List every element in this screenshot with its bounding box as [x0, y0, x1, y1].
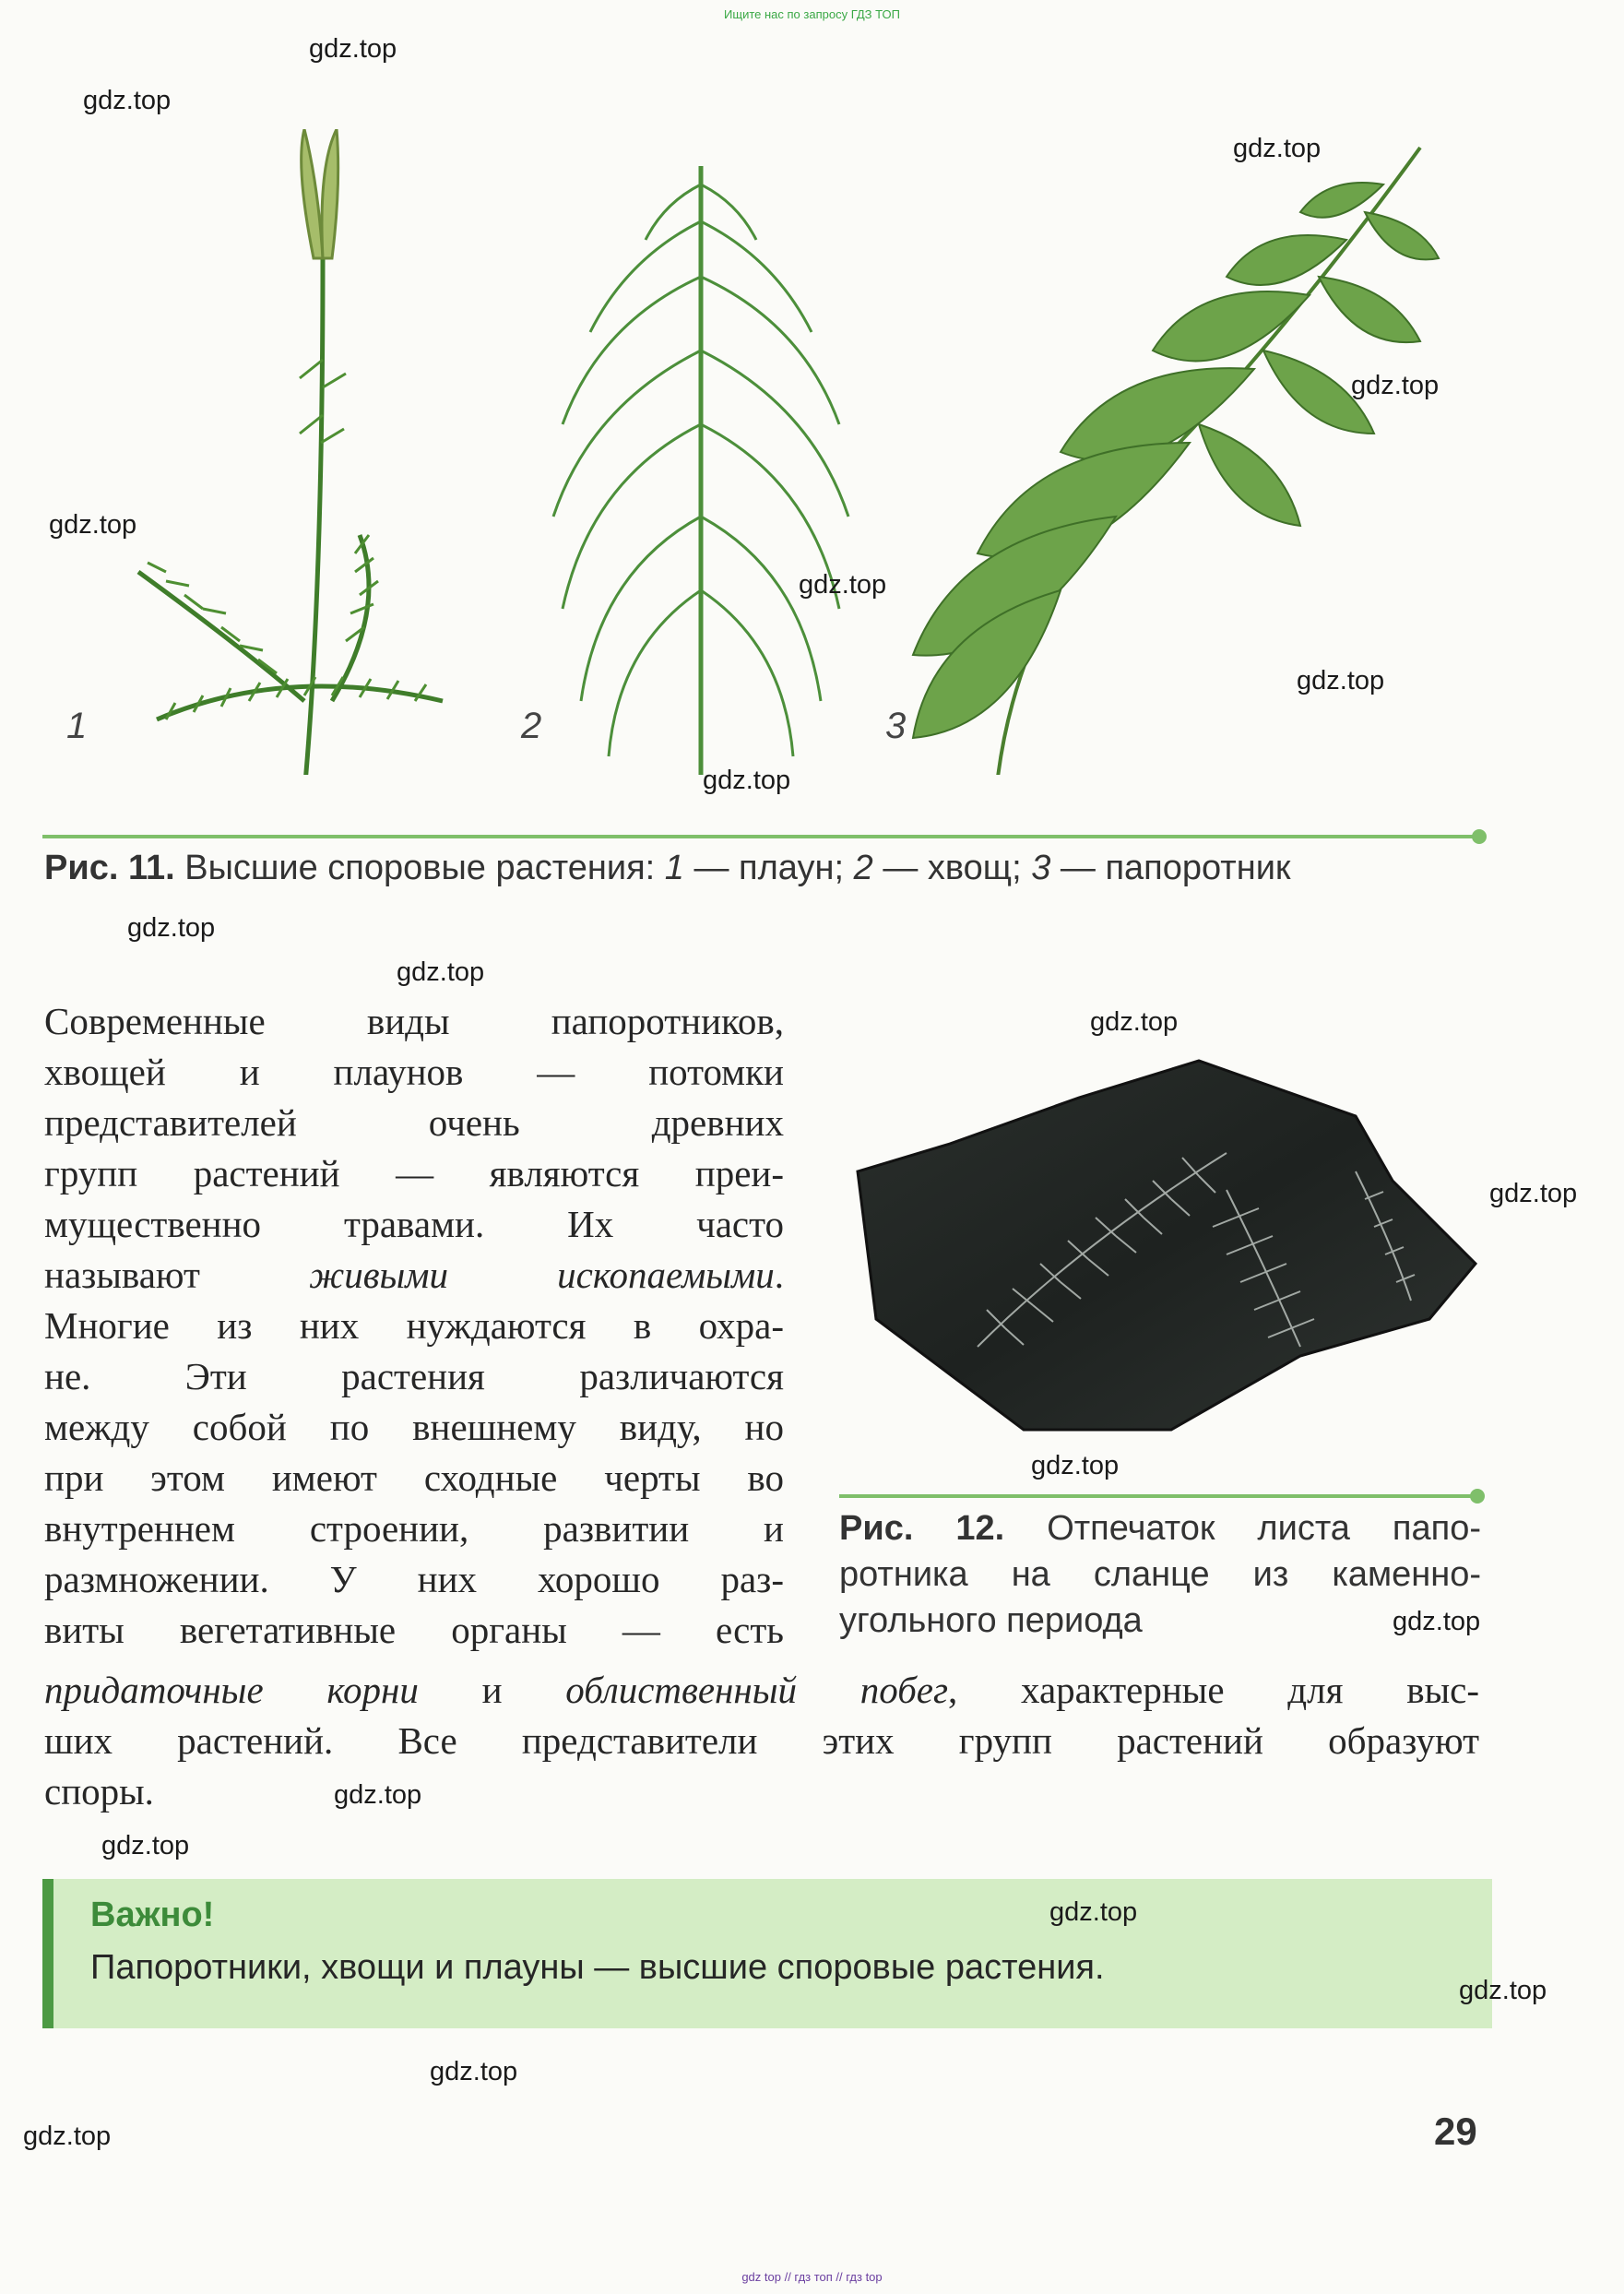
paragraph-line — [44, 1665, 1479, 1716]
figure-12-caption-line: угольного периода — [839, 1601, 1143, 1640]
watermark: gdz.top — [799, 570, 887, 600]
paragraph-line: споры. — [44, 1770, 154, 1813]
figure-11-rule-dot — [1472, 829, 1487, 844]
watermark: gdz.top — [430, 2057, 518, 2086]
paragraph-text: называют — [44, 1254, 200, 1296]
figure-12-rule-dot — [1470, 1489, 1485, 1504]
watermark: gdz.top — [23, 2122, 112, 2151]
figure-12-caption-line — [839, 1505, 1481, 1551]
watermark: gdz.top — [334, 1780, 422, 1810]
figure-11-rule — [42, 835, 1481, 838]
paragraph-line: Современные виды папоротников, — [44, 1000, 784, 1042]
figure-11-label-2: 2 — [521, 706, 542, 746]
watermark: gdz.top — [309, 34, 397, 64]
caption-dash: — — [1050, 849, 1106, 887]
caption-item-name: хвощ — [927, 849, 1013, 887]
figure-12-caption-text: Отпечаток листа папо- — [1047, 1509, 1482, 1548]
term-adventitious-roots: придаточные корни — [44, 1669, 419, 1711]
watermark: gdz.top — [49, 510, 137, 540]
paragraph-line: хвощей и плаунов — потомки — [44, 1051, 784, 1093]
watermark: gdz.top — [1489, 1179, 1578, 1208]
figure-11-illustration — [55, 129, 1494, 775]
watermark: gdz.top — [1049, 1897, 1138, 1927]
top-banner: Ищите нас по запросу ГДЗ ТОП — [724, 7, 900, 21]
caption-item-name: плаун — [739, 849, 835, 887]
page-number: 29 — [1434, 2110, 1477, 2153]
paragraph-line: не. Эти растения различаются — [44, 1355, 784, 1397]
watermark: gdz.top — [1090, 1007, 1179, 1037]
caption-item-num: 3 — [1031, 849, 1051, 887]
paragraph-line: при этом имеют сходные черты во — [44, 1456, 784, 1499]
caption-item-name: папоротник — [1105, 849, 1291, 887]
main-paragraph — [44, 996, 784, 1656]
term-living-fossils: живыми ископаемыми — [309, 1254, 775, 1296]
paragraph-line: мущественно травами. Их часто — [44, 1203, 784, 1245]
caption-dash: — — [683, 849, 740, 887]
paragraph-text: . — [774, 1254, 784, 1296]
figure-11-label-3: 3 — [885, 706, 907, 746]
caption-sep: ; — [834, 849, 854, 887]
caption-dash: — — [872, 849, 928, 887]
main-paragraph-wide — [44, 1665, 1479, 1817]
watermark: gdz.top — [101, 1831, 190, 1860]
paragraph-line: внутреннем строении, развитии и — [44, 1507, 784, 1550]
important-text: Папоротники, хвощи и плауны — высшие споровые растения. — [90, 1948, 1105, 1987]
paragraph-text: , характерные для выс- — [948, 1669, 1479, 1711]
figure-12-caption-line: ротника на сланце из каменно- — [839, 1555, 1481, 1594]
paragraph-text: и — [418, 1669, 566, 1711]
watermark: gdz.top — [127, 913, 216, 943]
figure-11-caption-text: Высшие споровые растения: — [184, 849, 656, 887]
paragraph-line: представителей очень древних — [44, 1101, 784, 1144]
paragraph-line-italic — [44, 1250, 784, 1301]
figure-12-rule — [839, 1494, 1476, 1498]
watermark: gdz.top — [1233, 134, 1322, 163]
term-leafy-shoot: облиственный побег — [565, 1669, 949, 1711]
watermark: gdz.top — [1393, 1607, 1481, 1636]
watermark: gdz.top — [1351, 371, 1440, 400]
paragraph-line: между собой по внешнему виду, но — [44, 1406, 784, 1448]
bottom-banner: gdz top // гдз топ // гдз top — [741, 2270, 883, 2284]
figure-12-fossil-image — [839, 1042, 1485, 1439]
watermark: gdz.top — [1459, 1976, 1547, 2005]
watermark: gdz.top — [397, 957, 485, 987]
watermark: gdz.top — [1297, 666, 1385, 695]
paragraph-line: размножении. У них хорошо раз- — [44, 1558, 784, 1600]
paragraph-line: групп растений — являются преи- — [44, 1152, 784, 1195]
caption-item-num: 2 — [853, 849, 873, 887]
paragraph-line: ших растений. Все представители этих групп растений образуют — [44, 1719, 1479, 1762]
figure-12-caption — [839, 1505, 1481, 1644]
paragraph-line: виты вегетативные органы — есть — [44, 1609, 784, 1651]
figure-11-label-1: 1 — [66, 706, 88, 746]
watermark: gdz.top — [703, 766, 791, 795]
figure-12-caption-label: Рис. 12. — [839, 1509, 1005, 1548]
horsetail-drawing — [553, 166, 848, 775]
lycopodium-drawing — [138, 129, 443, 775]
caption-item-num: 1 — [664, 849, 684, 887]
caption-sep: ; — [1012, 849, 1032, 887]
watermark: gdz.top — [83, 86, 172, 115]
important-title: Важно! — [90, 1896, 215, 1934]
paragraph-line: Многие из них нуждаются в охра- — [44, 1304, 784, 1347]
figure-11-caption-label: Рис. 11. — [44, 849, 175, 887]
watermark: gdz.top — [1031, 1451, 1120, 1480]
figure-11-caption — [44, 849, 1291, 888]
